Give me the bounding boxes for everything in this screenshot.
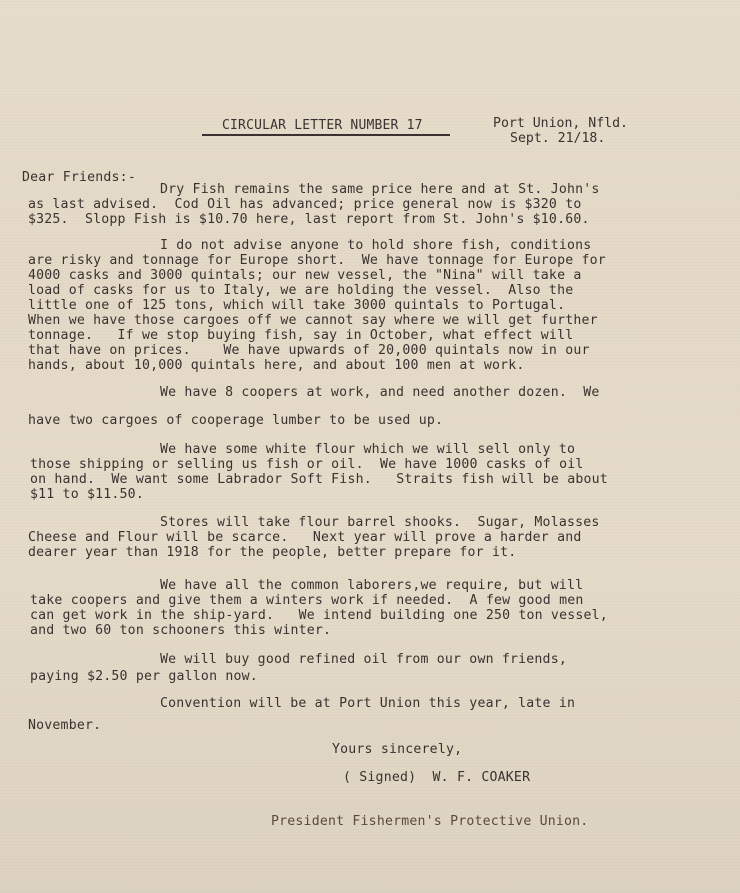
paragraph-line: Cheese and Flour will be scarce. Next year will prove a harder and xyxy=(28,530,582,545)
paragraph-line: We have all the common laborers,we require, but will xyxy=(160,578,584,593)
paragraph-line: on hand. We want some Labrador Soft Fish. Straits fish will be about xyxy=(30,472,608,487)
paragraph-line: tonnage. If we stop buying fish, say in October, what effect will xyxy=(28,328,574,343)
paragraph-line: load of casks for us to Italy, we are holding the vessel. Also the xyxy=(28,283,574,298)
paragraph-line: November. xyxy=(28,718,102,733)
paragraph-line: can get work in the ship-yard. We intend building one 250 ton vessel, xyxy=(30,608,608,623)
paragraph-line: that have on prices. We have upwards of 20,000 quintals now in our xyxy=(28,343,590,358)
paragraph-line: are risky and tonnage for Europe short. We have tonnage for Europe for xyxy=(28,253,606,268)
signatory-title: President Fishermen's Protective Union. xyxy=(271,814,589,829)
paragraph-line: 4000 casks and 3000 quintals; our new vessel, the "Nina" will take a xyxy=(28,268,582,283)
letter-title: CIRCULAR LETTER NUMBER 17 xyxy=(222,118,423,133)
paragraph-line: little one of 125 tons, which will take 3000 quintals to Portugal. xyxy=(28,298,566,313)
paragraph-line: those shipping or selling us fish or oil. We have 1000 casks of oil xyxy=(30,457,584,472)
paragraph-line: When we have those cargoes off we cannot say where we will get further xyxy=(28,313,598,328)
paragraph-line: and two 60 ton schooners this winter. xyxy=(30,623,332,638)
paragraph-line: We have some white flour which we will sell only to xyxy=(160,442,576,457)
paragraph-line: paying $2.50 per gallon now. xyxy=(30,669,258,684)
paragraph-line: Dry Fish remains the same price here and at St. John's xyxy=(160,182,600,197)
paragraph-line: We have 8 coopers at work, and need another dozen. We xyxy=(160,385,600,400)
title-underline xyxy=(202,134,450,136)
paragraph-line: We will buy good refined oil from our own friends, xyxy=(160,652,567,667)
paragraph-line: dearer year than 1918 for the people, better prepare for it. xyxy=(28,545,517,560)
letter-place: Port Union, Nfld. xyxy=(493,116,628,131)
paragraph-line: $325. Slopp Fish is $10.70 here, last report from St. John's $10.60. xyxy=(28,212,590,227)
paragraph-line: take coopers and give them a winters work if needed. A few good men xyxy=(30,593,584,608)
salutation: Dear Friends:- xyxy=(22,170,136,185)
paragraph-line: Convention will be at Port Union this year, late in xyxy=(160,696,576,711)
paragraph-line: Stores will take flour barrel shooks. Sugar, Molasses xyxy=(160,515,600,530)
signature: ( Signed) W. F. COAKER xyxy=(343,770,531,785)
paragraph-line: have two cargoes of cooperage lumber to be used up. xyxy=(28,413,444,428)
paragraph-line: as last advised. Cod Oil has advanced; price general now is $320 to xyxy=(28,197,582,212)
paragraph-line: I do not advise anyone to hold shore fish, conditions xyxy=(160,238,592,253)
valediction: Yours sincerely, xyxy=(332,742,463,757)
paragraph-line: $11 to $11.50. xyxy=(30,487,144,502)
paragraph-line: hands, about 10,000 quintals here, and about 100 men at work. xyxy=(28,358,525,373)
letter-date: Sept. 21/18. xyxy=(510,131,606,146)
